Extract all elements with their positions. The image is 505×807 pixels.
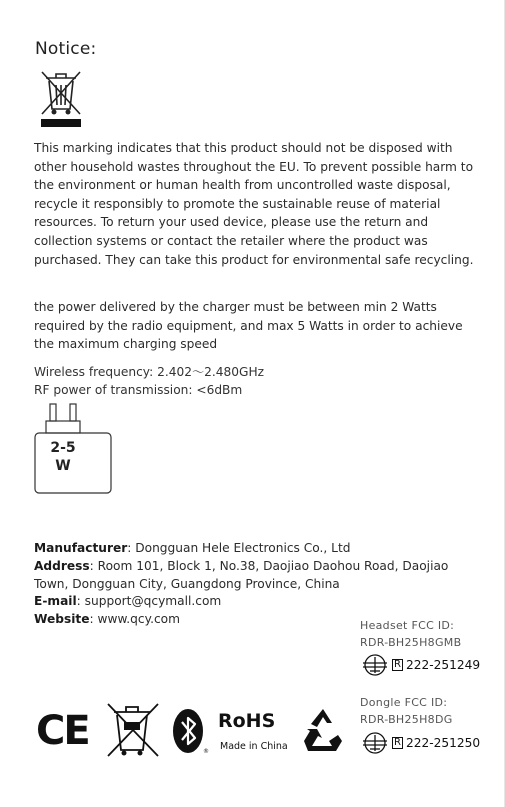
- manufacturer-info: [34, 540, 448, 629]
- address-line-2: Town, Dongguan City, Guangdong Province, China: [34, 576, 340, 591]
- telec-mark-icon: [360, 731, 392, 755]
- rohs-mark: RoHS: [218, 710, 276, 732]
- email-line: E-mail: support@qcymall.com: [34, 594, 222, 609]
- made-in-china-text: Made in China: [220, 741, 288, 752]
- ce-mark-icon: CE: [36, 708, 89, 754]
- bluetooth-registered-mark: ®: [203, 748, 209, 755]
- r-mark-icon: R: [394, 737, 401, 748]
- rf-power: RF power of transmission: <6dBm: [34, 383, 243, 397]
- recycle-icon: [298, 705, 348, 755]
- weee-disposal-paragraph: This marking indicates that this product should not be disposed with other household wastes throughout the EU. To prevent possible harm to the environment or human health from uncontrolled waste disposal, recycle it responsibly to promote the sustainable reuse of material resources. To return your used device, please use the return and collection systems or contact the retailer where the product was purchased. They can take this product for environmental safe recycling.: [34, 141, 474, 267]
- dongle-certification: [360, 731, 480, 755]
- charger-wattage-unit: W: [55, 458, 71, 474]
- address-line: Address: Room 101, Block 1, No.38, Daojiao Daohou Road, Daojiao: [34, 558, 449, 573]
- charger-power-paragraph: the power delivered by the charger must be between min 2 Watts required by the radio equipment, and max 5 Watts in order to achieve the maximum charging speed: [34, 300, 463, 352]
- charger-wattage-range: 2-5: [50, 440, 76, 456]
- wireless-frequency: Wireless frequency: 2.402～2.480GHz: [34, 365, 265, 379]
- website-line: Website: www.qcy.com: [34, 612, 180, 627]
- dongle-fcc-id: RDR-BH25H8DG: [360, 713, 453, 726]
- charger-power-icon: [33, 403, 113, 495]
- headset-certification: [360, 653, 480, 677]
- notice-title: Notice:: [35, 39, 97, 59]
- dongle-cert-number: 222-251250: [405, 736, 481, 750]
- r-mark-icon: R: [394, 659, 401, 670]
- weee-bin-small-icon: [104, 700, 162, 760]
- headset-cert-number: 222-251249: [405, 658, 481, 672]
- headset-fcc-label: Headset FCC ID:: [360, 619, 455, 632]
- bluetooth-icon: [171, 707, 207, 757]
- manufacturer-line: Manufacturer: Dongguan Hele Electronics Co., Ltd: [34, 541, 351, 555]
- weee-bin-icon: [38, 68, 84, 128]
- headset-fcc-id: RDR-BH25H8GMB: [360, 636, 462, 649]
- dongle-fcc-label: Dongle FCC ID:: [360, 696, 448, 709]
- telec-mark-icon: [360, 653, 392, 677]
